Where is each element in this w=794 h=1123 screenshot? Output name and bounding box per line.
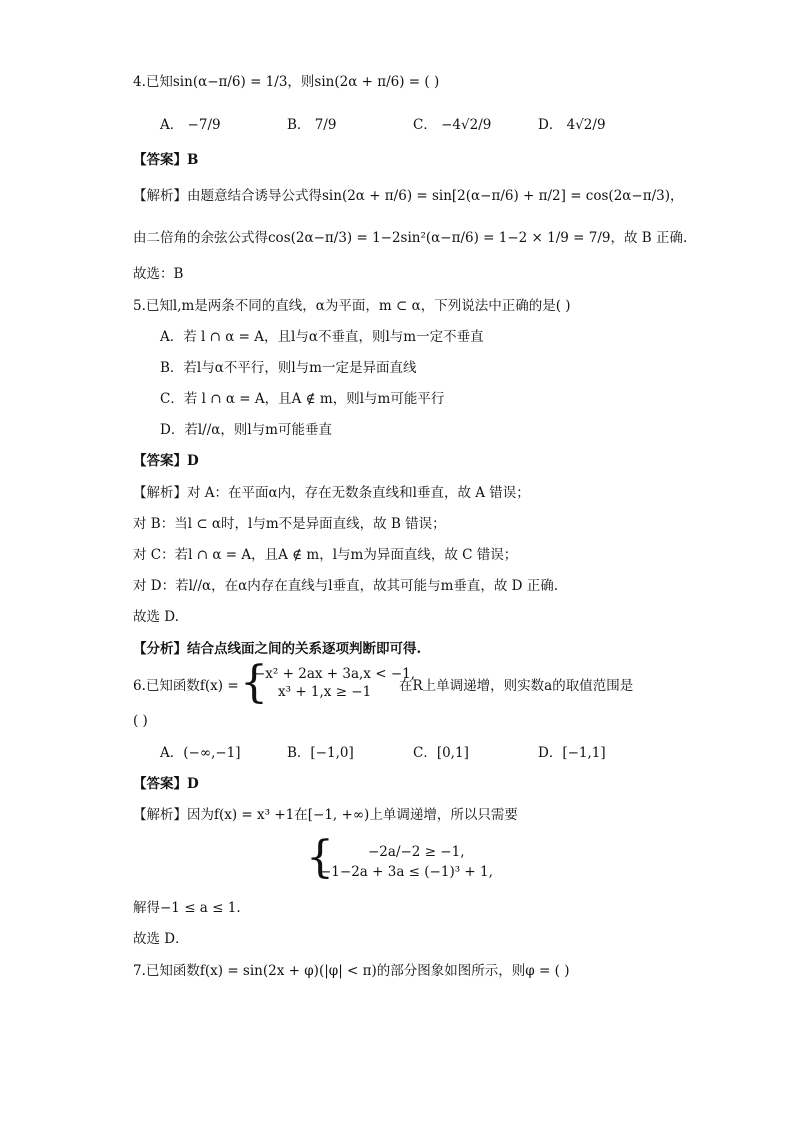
q6-stem-prefix: 6.已知函数f(x) = <box>133 678 239 694</box>
q4-stem: 4.已知sin(α−π/6) = 1/3，则sin(2α + π/6) = ( ) <box>133 74 440 90</box>
q6-sys-1: −2a/−2 ≥ −1, <box>368 844 465 860</box>
q6-piece-1: −x² + 2ax + 3a,x < −1, <box>254 666 416 682</box>
q5-analysis-c: 对 C：若l ∩ α = A，且A ∉ m，l与m为异面直线，故 C 错误； <box>133 547 518 563</box>
q4-analysis-2: 由二倍角的余弦公式得cos(2α−π/3) = 1−2sin²(α−π/6) = 1−2 × 1/9 = 7/9，故 B 正确. <box>133 230 688 246</box>
q5-option-a: A．若 l ∩ α = A，且l与α不垂直，则l与m一定不垂直 <box>160 329 484 345</box>
q5-option-b: B．若l与α不平行，则l与m一定是异面直线 <box>160 360 417 376</box>
q6-analysis: 【解析】因为f(x) = x³ +1在[−1, +∞)上单调递增，所以只需要 <box>133 807 518 823</box>
q5-option-c: C．若 l ∩ α = A，且A ∉ m，则l与m可能平行 <box>160 391 445 407</box>
q5-analysis-d: 对 D：若l//α，在α内存在直线与l垂直，故其可能与m垂直，故 D 正确. <box>133 578 559 594</box>
q6-conclusion: 故选 D． <box>133 931 189 947</box>
q4-option-b: B． 7/9 <box>287 117 337 133</box>
q6-option-a: A．(−∞,−1] <box>160 745 241 761</box>
q5-answer: 【答案】D <box>133 453 199 469</box>
q6-brace: { <box>240 657 268 708</box>
q4-conclusion: 故选：B <box>133 266 184 282</box>
q6-option-d: D．[−1,1] <box>538 745 606 761</box>
q4-option-a: A． −7/9 <box>160 117 221 133</box>
q7-stem: 7.已知函数f(x) = sin(2x + φ)(|φ| < π)的部分图象如图所示，则φ = ( ) <box>133 963 570 979</box>
q6-option-c: C．[0,1] <box>413 745 469 761</box>
q6-sys-2: −1−2a + 3a ≤ (−1)³ + 1, <box>320 864 493 880</box>
q5-fenxi: 【分析】结合点线面之间的关系逐项判断即可得. <box>133 641 422 657</box>
q5-analysis-a: 【解析】对 A：在平面α内，存在无数条直线和l垂直，故 A 错误； <box>133 485 530 501</box>
q6-paren: ( ) <box>133 713 148 729</box>
q5-option-d: D．若l//α，则l与m可能垂直 <box>160 422 332 438</box>
q5-analysis-b: 对 B：当l ⊂ α时，l与m不是异面直线，故 B 错误； <box>133 516 446 532</box>
q5-conclusion: 故选 D. <box>133 609 179 625</box>
q4-option-c: C． −4√2/9 <box>413 117 492 133</box>
q6-option-b: B．[−1,0] <box>287 745 354 761</box>
q6-sys-brace: { <box>306 832 334 883</box>
q6-answer: 【答案】D <box>133 776 199 792</box>
q4-answer: 【答案】B <box>133 152 199 168</box>
q6-stem-suffix: 在R上单调递增，则实数a的取值范围是 <box>399 678 634 694</box>
q5-stem: 5.已知l,m是两条不同的直线，α为平面，m ⊂ α，下列说法中正确的是( ) <box>133 298 571 314</box>
q6-piece-2: x³ + 1,x ≥ −1 <box>278 684 372 700</box>
q4-analysis-1: 【解析】由题意结合诱导公式得sin(2α + π/6) = sin[2(α−π/6) + π/2] = cos(2α−π/3)， <box>133 188 684 204</box>
q4-option-d: D． 4√2/9 <box>538 117 606 133</box>
q6-solve: 解得−1 ≤ a ≤ 1. <box>133 900 241 916</box>
